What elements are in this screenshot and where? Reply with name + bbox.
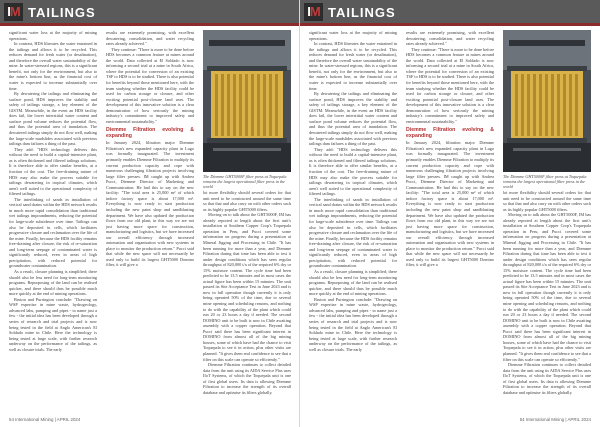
article-column-1 bbox=[309, 30, 397, 415]
photo-caption: The Diemme GHT5000F filter press at Toquepala remains the largest operational filter press in the world bbox=[503, 174, 587, 190]
subheading: Diemme Filtration evolving & expanding bbox=[106, 127, 194, 140]
paragraph: The interlinking of sands in installation of vertical sand drains within the HDS network results in much more rapid consolidation than traditional wet tailings impoundments, reducing the potential for large-scale subsidence over time. Tailings can also be deposited in cells, which facilitates progressive closure and reclamation over the life of the mine. Finally, because the HDS facility remains free-draining after closure, the risk of re-saturation and long-term seepage of contaminated water is significantly reduced, even in areas of high precipitation, with reduced potential for groundwater contamination. bbox=[309, 196, 397, 269]
filter-press-image bbox=[203, 30, 291, 172]
paragraph: As a result, closure planning is simplified; there should also be less need for long-term monitoring programs. Repurposing of the land can be realised quicker, and there should thus be possible much more quickly at the end of mining operations. bbox=[309, 268, 397, 297]
article-column-3 bbox=[203, 190, 291, 415]
paragraph: Bruton and Purrington conclude: "Drawing on WSP expertise in mine waste, hydrogeology, advanced labs, pumping and pipes - to name just a few - the initial idea has been developed through a series of research and trial projects and is now being tested in the field at Anglo American's El Soldado mine in Chile. Here the technology is being tested at large scale, with further research underway on the performance of the tailings, as well as closure trials. The early bbox=[9, 296, 97, 352]
photo-caption: The Diemme GHT5000F filter press at Toquepala remains the largest operational filter press in the world bbox=[203, 174, 287, 190]
paragraph: By dewatering the tailings and eliminating the surface pond, HDS improves the stability and safety of tailings storage, a key element of the GISTM. Meanwhile, in the event an HDS facility does fail, the lower interstitial water content and surface pond volume reduces the potential flow, and thus the potential area of inundation. The dewatered tailings simply do not flow well, making the large-scale mudslides associated with previous tailings dam failures a thing of the past. bbox=[9, 91, 97, 147]
paragraph: Moving on to talk about the GHT5000F, IM has already reported at length about the first unit's installation at Southern Copper Corp's Toquepala operation in Peru, and Pucci covered some information on progress during a presentation at Mineral Jigging and Processing in Chile. "It has been running for more than a year, and Diemme Filtration during that time has been able to test it under design conditions which has seen regular throughput of 820,000 t/a of the required 6% dry or 15% moisture content. The cycle time had been predicted to be 13.5 minutes and in most cases the actual figure has been within 15 minutes. The unit passed its Site Acceptance Test in June 2023 and is now in full operation though currently it is only being operated 50% of the time, due to several mine opening and scheduling reasons, and nothing to do with the capability of the plant which could run 20 or 23 hours a day if needed. The second DOMINO unit to be built is now in Chile awaiting assembly with a copper operation. Beyond that Pucci said there has been significant interest in DOMINO from almost all of the big mining houses, some of which have had the chance to visit Toquepala to see it in action, plus other visits are planned. "It gives them real confidence to see that a filter on this scale can operate so efficiently." bbox=[503, 212, 591, 362]
im-logo: IM bbox=[304, 3, 323, 21]
page-footer: 54 International Mining | APRIL 2024 bbox=[519, 417, 591, 422]
paragraph: They add: "HDS technology delivers this without the need to build a capital-intensive plant, as is often thickened and filtered tailings solutions. It is therefore able to offer similar benefits, at a fraction of the cost. The free-draining nature of HDS may also make the process suitable for tailings dewatering in tropical climates, which aren't well suited to the operational complexity of filtered tailings. bbox=[9, 146, 97, 197]
banner-stripe bbox=[0, 23, 300, 26]
filter-press-photo bbox=[203, 30, 291, 172]
paragraph: Diemme Filtration continues to collect detailed data from the unit using its AIDA Service Plus uses IIoT Systems, of which the Toquepala unit is one of first global users. Its data is allowing Diemme Filtration to increase the strength of its overall database and optimise its filters globally. bbox=[503, 362, 591, 395]
paragraph: In contrast, HDS liberates the water entrained in the tailings and allows it to be recycled. This reduces demand for fresh water (or desalination), and therefore the overall water sustainability of the mine. In water-stressed regions, this is a significant benefit, not only for the environment, but also to the mine's bottom line, as the financial cost of water is expected to increase substantially over time. bbox=[9, 41, 97, 91]
paragraph: In January 2024, filtration major Diemme Filtration's new expanded capacity plant in Lugo was formally inaugurated. The investment primarily enables Diemme Filtration to multiply its current production capacity and cope with numerous challenging filtration projects involving large filter presses. IM caught up with Andrea Pucci, Diemme Director of Marketing and Communication. He had this to say on the new facility: "The total area is 25,000 m² of which indoor factory space is about 17,000 m². Everything is now ready to start production including the new paint shop and sandblasting department. We have also updated the production flows from our old plant, in this way we are not just having more space for construction, manufacturing and logistics, but we have increased our overall efficiency through increased automation and organisation with new systems in place to monitor the production return." Pucci said that while the new space will not necessarily be used only to build its largest GHT5000 Domino filter, it will give a bbox=[106, 140, 194, 268]
paragraph: Diemme Filtration continues to collect detailed data from the unit using its AIDA Service Plus uses IIoT Systems, of which the Toquepala unit is one of first global users. Its data is allowing Diemme Filtration to increase the strength of its overall database and optimise its filters globally. bbox=[203, 362, 291, 395]
section-banner bbox=[0, 0, 300, 26]
paragraph: As a result, closure planning is simplified; there should also be less need for long-term monitoring programs. Repurposing of the land can be realised quicker, and there should thus be possible much more quickly at the end of mining operations. bbox=[9, 268, 97, 297]
im-logo: IM bbox=[4, 3, 23, 21]
paragraph: By dewatering the tailings and eliminating the surface pond, HDS improves the stability and safety of tailings storage, a key element of the GISTM. Meanwhile, in the event an HDS facility does fail, the lower interstitial water content and surface pond volume reduces the potential flow, and thus the potential area of inundation. The dewatered tailings simply do not flow well, making the large-scale mudslides associated with previous tailings dam failures a thing of the past. bbox=[309, 91, 397, 147]
article-column-1 bbox=[9, 30, 97, 415]
section-banner bbox=[300, 0, 600, 26]
paragraph: They continue: "There is more to be done before HDS becomes a common feature at mines around the world. Data collected at El Soldado is now informing a second trial at a mine in South Africa, where the potential for conversion of an existing TSF to HDS is to be studied. There is also potential for benefits beyond those mentioned here, with the team studying whether the HDS facility could be used for carbon storage or closure, and other exciting potential post-closure land uses. The development of this innovative solution is a clear demonstration of how seriously the mining industry's commitment to improved safety and environmental sustainability." bbox=[106, 46, 194, 124]
paragraph: significant water loss at the majority of mining operations. bbox=[309, 30, 397, 41]
paragraph: significant water loss at the majority of mining operations. bbox=[9, 30, 97, 41]
filter-press-image bbox=[503, 30, 591, 172]
paragraph: In January 2024, filtration major Diemme Filtration's new expanded capacity plant in Lugo was formally inaugurated. The investment primarily enables Diemme Filtration to multiply its current production capacity and cope with numerous challenging filtration projects involving large filter presses. IM caught up with Andrea Pucci, Diemme Director of Marketing and Communication. He had this to say on the new facility: "The total area is 25,000 m² of which indoor factory space is about 17,000 m². Everything is now ready to start production including the new paint shop and sandblasting department. We have also updated the production flows from our old plant, in this way we are not just having more space for construction, manufacturing and logistics, but we have increased our overall efficiency through increased automation and organisation with new systems in place to monitor the production return." Pucci said that while the new space will not necessarily be used only to build its largest GHT5000 Domino filter, it will give a bbox=[406, 140, 494, 268]
article-columns bbox=[9, 30, 291, 415]
article-columns bbox=[309, 30, 591, 415]
section-title: TAILINGS bbox=[28, 5, 96, 20]
article-column-2 bbox=[106, 30, 194, 415]
banner-stripe bbox=[300, 23, 600, 26]
paragraph: Moving on to talk about the GHT5000F, IM has already reported at length about the first unit's installation at Southern Copper Corp's Toquepala operation in Peru, and Pucci covered some information on progress during a presentation at Mineral Jigging and Processing in Chile. "It has been running for more than a year, and Diemme Filtration during that time has been able to test it under design conditions which has seen regular throughput of 820,000 t/a of the required 6% dry or 15% moisture content. The cycle time had been predicted to be 13.5 minutes and in most cases the actual figure has been within 15 minutes. The unit passed its Site Acceptance Test in June 2023 and is now in full operation though currently it is only being operated 50% of the time, due to several mine opening and scheduling reasons, and nothing to do with the capability of the plant which could run 20 or 23 hours a day if needed. The second DOMINO unit to be built is now in Chile awaiting assembly with a copper operation. Beyond that Pucci said there has been significant interest in DOMINO from almost all of the big mining houses, some of which have had the chance to visit Toquepala to see it in action, plus other visits are planned. "It gives them real confidence to see that a filter on this scale can operate so efficiently." bbox=[203, 212, 291, 362]
subheading: Diemme Filtration evolving & expanding bbox=[406, 127, 494, 140]
filter-press-photo bbox=[503, 30, 591, 172]
paragraph: results are extremely promising, with excellent dewatering, consolidation, and water recycling rates already achieved." bbox=[406, 30, 494, 47]
right-page bbox=[300, 0, 600, 427]
paragraph: In contrast, HDS liberates the water entrained in the tailings and allows it to be recycled. This reduces demand for fresh water (or desalination), and therefore the overall water sustainability of the mine. In water-stressed regions, this is a significant benefit, not only for the environment, but also to the mine's bottom line, as the financial cost of water is expected to increase substantially over time. bbox=[309, 41, 397, 91]
paragraph: results are extremely promising, with excellent dewatering, consolidation, and water recycling rates already achieved." bbox=[106, 30, 194, 47]
paragraph: Bruton and Purrington conclude: "Drawing on WSP expertise in mine waste, hydrogeology, advanced labs, pumping and pipes - to name just a few - the initial idea has been developed through a series of research and trial projects and is now being tested in the field at Anglo American's El Soldado mine in Chile. Here the technology is being tested at large scale, with further research underway on the performance of the tailings, as well as closure trials. The early bbox=[309, 296, 397, 352]
paragraph: lot more flexibility should several orders for that unit need to be constructed around the same time so that that and also carry on with other orders such as its highly popular GHT5000 filters. bbox=[203, 190, 291, 212]
article-column-2 bbox=[406, 30, 494, 415]
paragraph: The interlinking of sands in installation of vertical sand drains within the HDS network results in much more rapid consolidation than traditional wet tailings impoundments, reducing the potential for large-scale subsidence over time. Tailings can also be deposited in cells, which facilitates progressive closure and reclamation over the life of the mine. Finally, because the HDS facility remains free-draining after closure, the risk of re-saturation and long-term seepage of contaminated water is significantly reduced, even in areas of high precipitation, with reduced potential for groundwater contamination. bbox=[9, 196, 97, 269]
paragraph: lot more flexibility should several orders for that unit need to be constructed around the same time so that that and also carry on with other orders such as its highly popular GHT5000 filters. bbox=[503, 190, 591, 212]
paragraph: They add: "HDS technology delivers this without the need to build a capital-intensive plant, as is often thickened and filtered tailings solutions. It is therefore able to offer similar benefits, at a fraction of the cost. The free-draining nature of HDS may also make the process suitable for tailings dewatering in tropical climates, which aren't well suited to the operational complexity of filtered tailings. bbox=[309, 146, 397, 197]
paragraph: They continue: "There is more to be done before HDS becomes a common feature at mines around the world. Data collected at El Soldado is now informing a second trial at a mine in South Africa, where the potential for conversion of an existing TSF to HDS is to be studied. There is also potential for benefits beyond those mentioned here, with the team studying whether the HDS facility could be used for carbon storage or closure, and other exciting potential post-closure land uses. The development of this innovative solution is a clear demonstration of how seriously the mining industry's commitment to improved safety and environmental sustainability." bbox=[406, 46, 494, 124]
section-title: TAILINGS bbox=[328, 5, 396, 20]
page-footer: 54 International Mining | APRIL 2024 bbox=[9, 417, 81, 422]
article-column-3 bbox=[503, 190, 591, 415]
